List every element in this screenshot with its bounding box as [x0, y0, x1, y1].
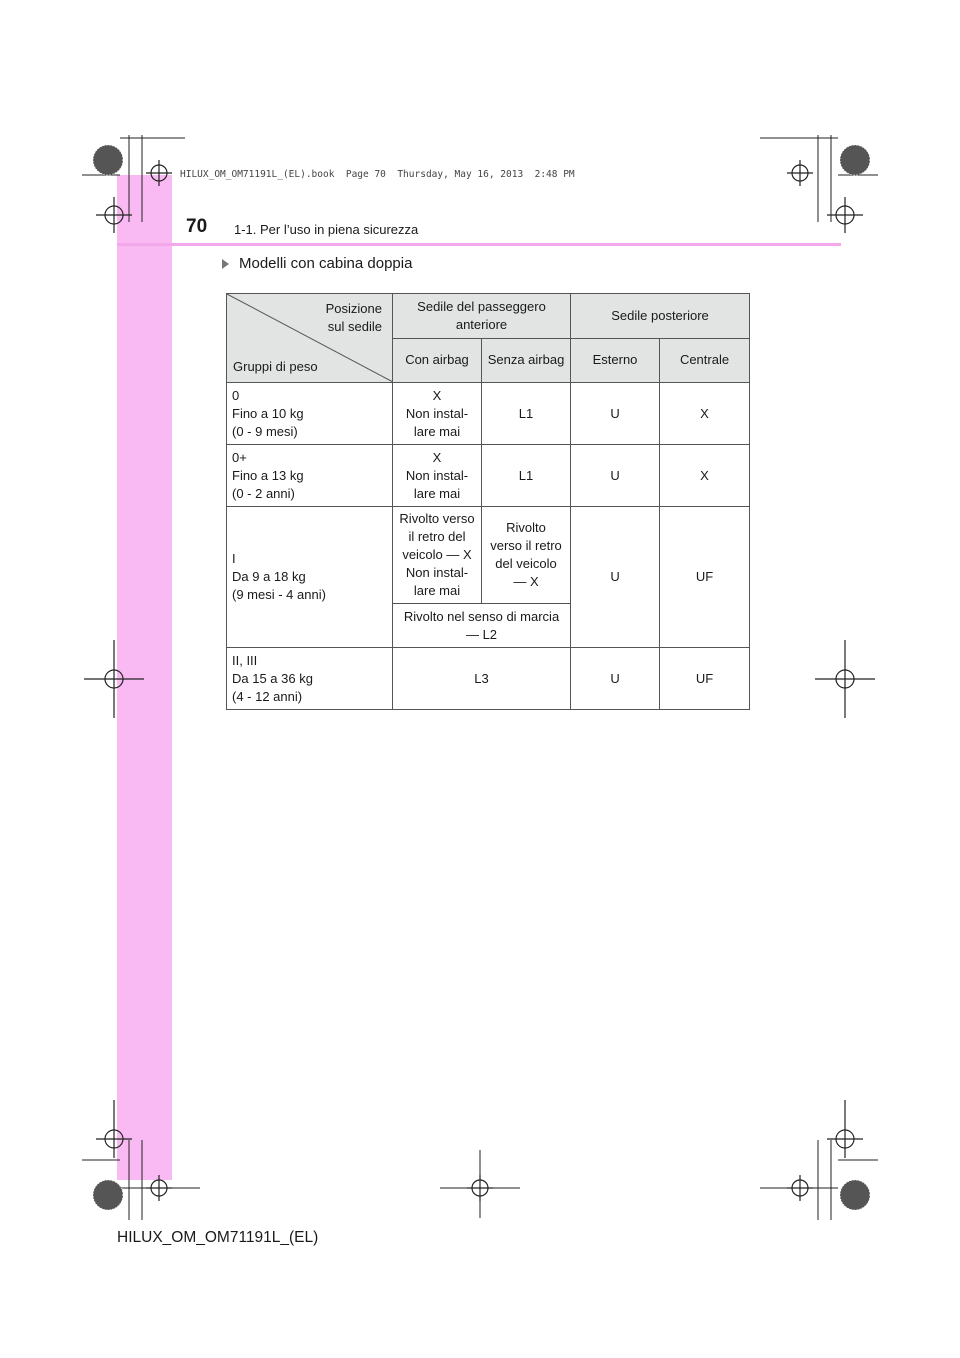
cell-line: II, III — [232, 652, 258, 668]
table-row — [227, 445, 750, 507]
section-title: 1-1. Per l’uso in piena sicurezza — [234, 222, 419, 237]
center-seat-cell: UF — [660, 507, 750, 648]
cell-line: Rivolto nel senso di marcia — [403, 608, 560, 624]
without-airbag-header: Senza airbag — [482, 338, 571, 383]
cell-line: il retro del — [408, 529, 466, 544]
outer-seat-cell: U — [571, 383, 660, 445]
weight-group-cell — [227, 383, 393, 445]
front-seat-header: Sedile del passeggero anteriore — [393, 294, 571, 339]
cell-line: lare mai — [413, 423, 461, 439]
without-airbag-cell: L1 — [482, 383, 571, 445]
outer-seat-cell: U — [571, 445, 660, 507]
print-stamp: HILUX_OM_OM71191L_(EL).book Page 70 Thursday, May 16, 2013 2:48 PM — [180, 169, 575, 180]
corner-header-line: Posizione — [325, 301, 382, 316]
cell-line: Non instal- — [405, 467, 469, 483]
cell-line: X — [432, 387, 442, 403]
table-row — [227, 648, 750, 710]
corner-header-seat-position — [326, 300, 382, 336]
cell-line: Rivolto verso — [399, 511, 475, 526]
cell-line: 0+ — [232, 449, 247, 465]
cell-line: verso il retro — [490, 538, 562, 553]
center-seat-header: Centrale — [660, 338, 750, 383]
cell-line: Non instal- — [405, 565, 469, 580]
subheading-text: Modelli con cabina doppia — [239, 255, 413, 272]
cell-line: lare mai — [413, 583, 461, 598]
without-airbag-cell — [482, 507, 571, 604]
with-airbag-cell — [393, 507, 482, 604]
center-seat-cell: UF — [660, 648, 750, 710]
cell-line: I — [232, 551, 236, 566]
with-airbag-cell — [393, 383, 482, 445]
cell-line: — X — [513, 574, 539, 589]
cell-line: (0 - 9 mesi) — [232, 423, 298, 439]
front-seat-cell: L3 — [393, 648, 571, 710]
cell-line: — L2 — [465, 626, 498, 642]
cell-line: veicolo — X — [402, 547, 472, 562]
weight-group-cell — [227, 507, 393, 648]
corner-header-weight-groups: Gruppi di peso — [233, 359, 318, 374]
with-airbag-header: Con airbag — [393, 338, 482, 383]
footer-doc-code: HILUX_OM_OM71191L_(EL) — [117, 1229, 319, 1246]
cell-line: lare mai — [413, 485, 461, 501]
cell-line: del veicolo — [495, 556, 557, 571]
corner-header-cell — [227, 294, 393, 383]
cell-line: Rivolto — [506, 520, 546, 535]
table-row — [227, 383, 750, 445]
outer-seat-cell: U — [571, 648, 660, 710]
subheading — [222, 255, 412, 272]
cell-line: Non instal- — [405, 405, 469, 421]
cell-line: 0 — [232, 387, 240, 403]
cell-line: Fino a 13 kg — [232, 467, 304, 483]
center-seat-cell: X — [660, 445, 750, 507]
with-airbag-cell — [393, 445, 482, 507]
cell-line: (4 - 12 anni) — [232, 688, 303, 704]
outer-seat-header: Esterno — [571, 338, 660, 383]
rear-seat-header: Sedile posteriore — [571, 294, 750, 339]
cell-line: (0 - 2 anni) — [232, 485, 295, 501]
cell-line: Da 15 a 36 kg — [232, 670, 313, 686]
center-seat-cell: X — [660, 383, 750, 445]
forward-facing-cell — [393, 604, 571, 648]
cell-line: Da 9 a 18 kg — [232, 569, 306, 584]
table-row — [227, 507, 750, 604]
weight-group-cell — [227, 648, 393, 710]
weight-group-cell — [227, 445, 393, 507]
cell-line: X — [432, 449, 442, 465]
page-number: 70 — [186, 216, 208, 237]
outer-seat-cell: U — [571, 507, 660, 648]
cell-line: Fino a 10 kg — [232, 405, 304, 421]
child-seat-table — [226, 293, 750, 710]
without-airbag-cell: L1 — [482, 445, 571, 507]
cell-line: (9 mesi - 4 anni) — [232, 587, 326, 602]
registration-mark — [146, 160, 172, 186]
corner-header-line: sul sedile — [327, 319, 382, 334]
triangle-bullet-icon — [222, 259, 229, 269]
